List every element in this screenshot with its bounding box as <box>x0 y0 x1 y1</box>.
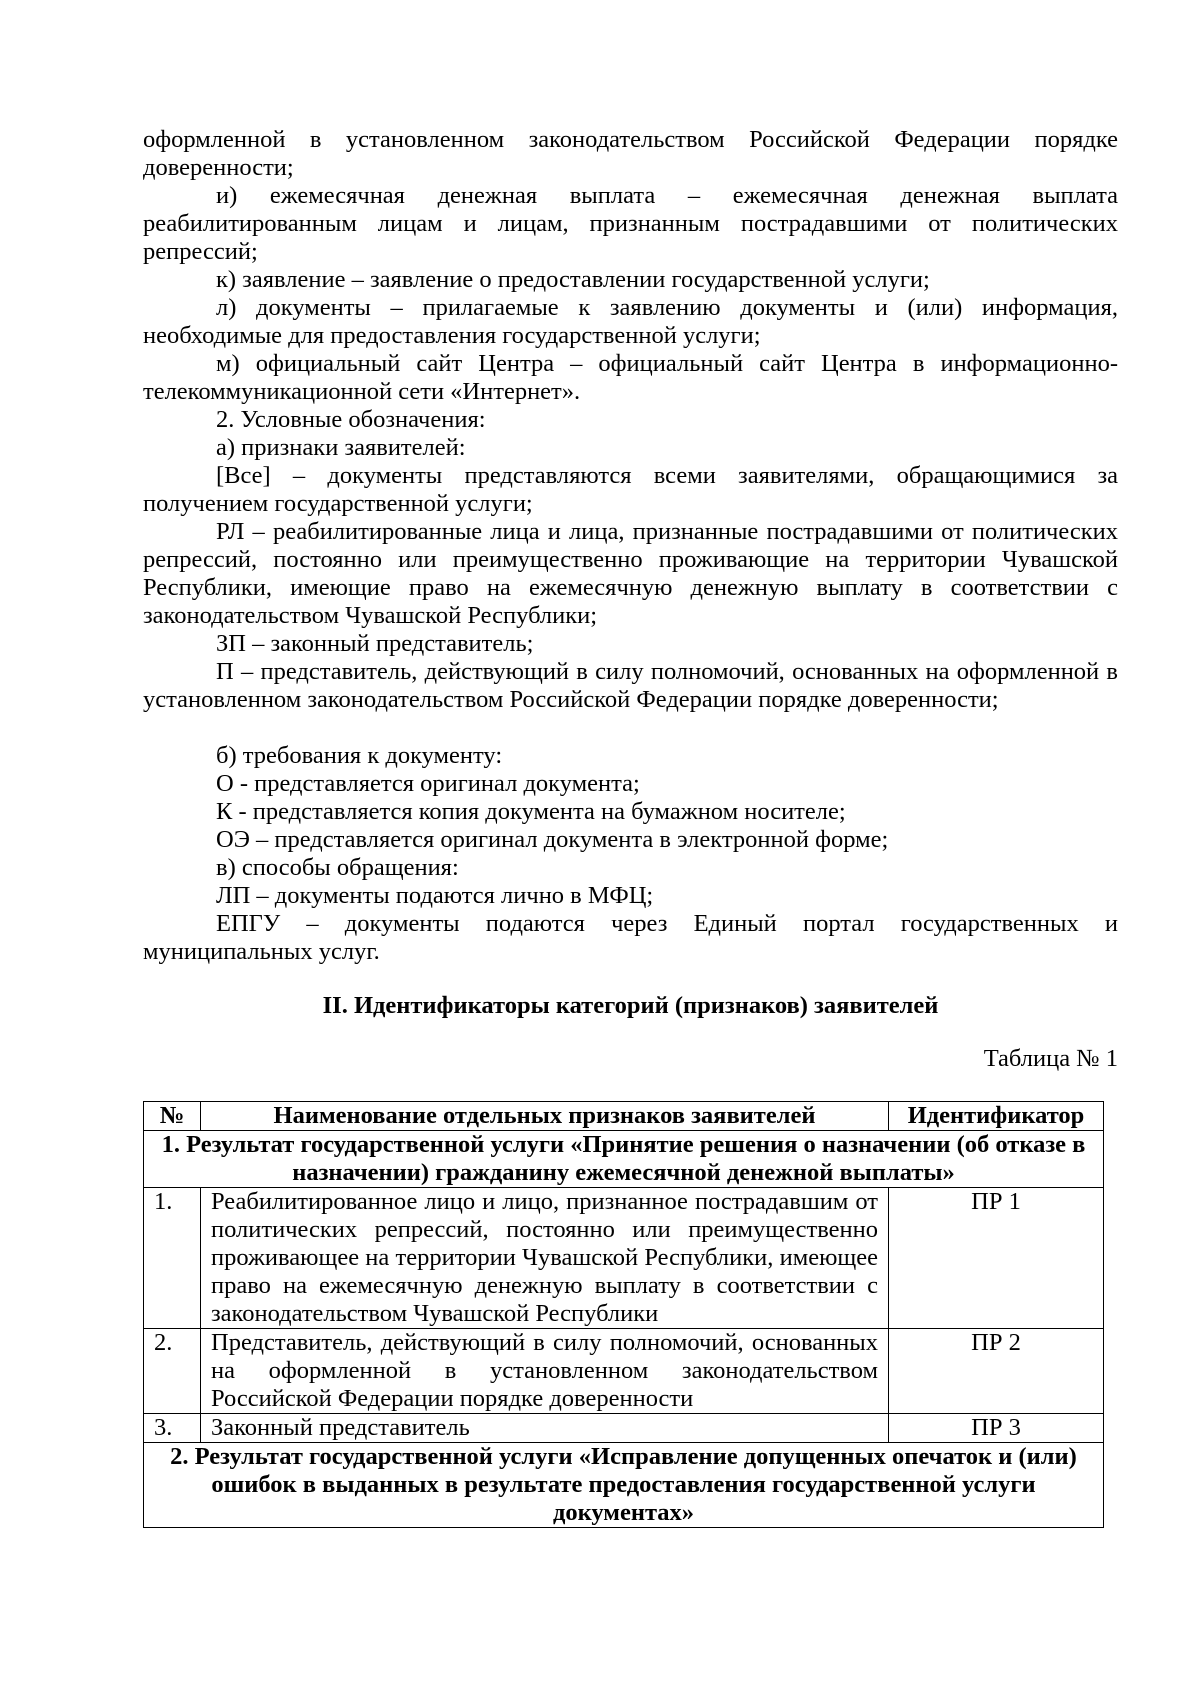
table-number: Таблица № 1 <box>983 1045 1118 1072</box>
row-number: 1. <box>144 1188 201 1329</box>
paragraph: О - представляется оригинал документа; <box>216 770 640 797</box>
applicant-identifiers-table <box>143 1101 1104 1528</box>
paragraph: оформленной в установленном законодательством Российской Федерации порядке доверенности; <box>143 126 1118 181</box>
header-number: № <box>144 1102 201 1131</box>
section-heading: II. Идентификаторы категорий (признаков) заявителей <box>322 992 939 1019</box>
table-header-row <box>144 1102 1104 1131</box>
paragraph: а) признаки заявителей: <box>216 434 466 461</box>
table-row <box>144 1329 1104 1414</box>
row-name: Представитель, действующий в силу полномочий, основанных на оформленной в установленном законодательством Российской Федерации порядке доверенности <box>201 1329 889 1414</box>
paragraph: и) ежемесячная денежная выплата – ежемесячная денежная выплата реабилитированным лицам и лицам, признанным пострадавшими от политических репрессий; <box>143 182 1118 265</box>
row-identifier: ПР 3 <box>889 1414 1104 1443</box>
paragraph: ЛП – документы подаются лично в МФЦ; <box>216 882 654 909</box>
row-name: Реабилитированное лицо и лицо, признанное пострадавшим от политических репрессий, постоянно или преимущественно проживающее на территории Чувашской Республики, имеющее право на ежемесячную денежную выплату в соответствии с законодательством Чувашской Республики <box>201 1188 889 1329</box>
header-name: Наименование отдельных признаков заявителей <box>201 1102 889 1131</box>
paragraph: П – представитель, действующий в силу полномочий, основанных на оформленной в установленном законодательством Российской Федерации порядке доверенности; <box>143 658 1118 713</box>
row-number: 3. <box>144 1414 201 1443</box>
paragraph: к) заявление – заявление о предоставлении государственной услуги; <box>216 266 930 293</box>
row-identifier: ПР 2 <box>889 1329 1104 1414</box>
paragraph: 2. Условные обозначения: <box>216 406 486 433</box>
section-title: 2. Результат государственной услуги «Исправление допущенных опечаток и (или) ошибок в выданных в результате предоставления государственной услуги документах» <box>144 1443 1104 1528</box>
paragraph: л) документы – прилагаемые к заявлению документы и (или) информация, необходимые для предоставления государственной услуги; <box>143 294 1118 349</box>
table-section-row <box>144 1443 1104 1528</box>
header-identifier: Идентификатор <box>889 1102 1104 1131</box>
row-number: 2. <box>144 1329 201 1414</box>
row-identifier: ПР 1 <box>889 1188 1104 1329</box>
paragraph: в) способы обращения: <box>216 854 459 881</box>
table-section-row <box>144 1131 1104 1188</box>
table-row <box>144 1188 1104 1329</box>
row-name: Законный представитель <box>201 1414 889 1443</box>
paragraph: К - представляется копия документа на бумажном носителе; <box>216 798 846 825</box>
paragraph: ЗП – законный представитель; <box>216 630 534 657</box>
table-row <box>144 1414 1104 1443</box>
paragraph: РЛ – реабилитированные лица и лица, признанные пострадавшими от политических репрессий, постоянно или преимущественно проживающие на территории Чувашской Республики, имеющие право на ежемесячную денежную выплату в соответствии с законодательством Чувашской Республики; <box>143 518 1118 629</box>
paragraph: ОЭ – представляется оригинал документа в электронной форме; <box>216 826 889 853</box>
section-title: 1. Результат государственной услуги «Принятие решения о назначении (об отказе в назначении) гражданину ежемесячной денежной выплаты» <box>144 1131 1104 1188</box>
paragraph: м) официальный сайт Центра – официальный сайт Центра в информационно-телекоммуникационной сети «Интернет». <box>143 350 1118 405</box>
paragraph: [Все] – документы представляются всеми заявителями, обращающимися за получением государственной услуги; <box>143 462 1118 517</box>
paragraph: б) требования к документу: <box>216 742 503 769</box>
paragraph: ЕПГУ – документы подаются через Единый портал государственных и муниципальных услуг. <box>143 910 1118 965</box>
